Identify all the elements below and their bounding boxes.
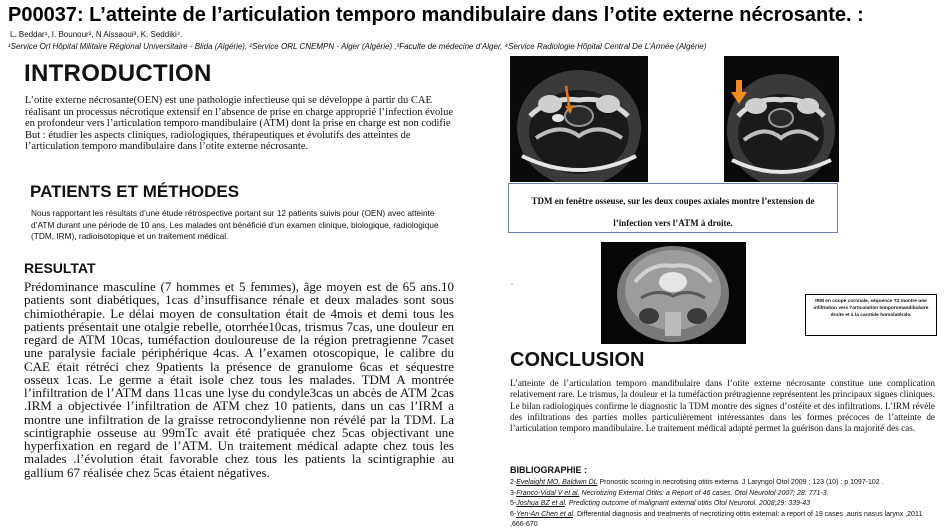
results-text: Prédominance masculine (7 hommes et 5 femmes), âge moyen est de 65 ans.10 patients sont diabétiques, 1cas d’insuffisance rénale et deux malades sont sous chimiothérapie. Le délai moyen de consultation était de 4mois et demi tous les patients présentait une otalgie rebelle, otorrhée10cas, trismus 7cas, une douleur en regard de ATM 10cas, tuméfaction douloureuse de la région pretragienne 7caset une paralysie faciale périphérique 4cas. A l’examen otoscopique, le calibre du CAE était rétréci chez 9patients la présence de granulome 6cas et séquestre osseux 1cas. Le germe a était isole chez tous les malades. TDM A montrée l’infiltration de l’ATM dans 11cas une lyse du condyle3cas un abcès de ATM 2cas .IRM a objectivée l’infiltration de ATM chez 10 patients, dans un cas l’IRM a montre une infiltration de la graisse retrocondylienne non révélé par la TDM. La scintigraphie osseuse au 99mTc avait été pratiquée chez 5cas objectivant une hyperfixation en regard de l’ATM. Un traitement médical adapte chez tous les malades .l’évolution était favorable chez tous les patients la scintigraphie au gallium 67 réalisée chez 5cas étaient négatives.	[24, 279, 454, 480]
ref-authors: Evelaight MO, Baldwin DL	[516, 479, 598, 486]
results-heading: RESULTAT	[24, 260, 96, 276]
ref-number: 5-	[510, 500, 517, 507]
introduction-heading: INTRODUCTION	[24, 60, 212, 87]
methods-text: Nous rapportant les résultats d’une étude rétrospective portant sur 12 patients suivis pour (OEN) avec atteinte d’ATM durant une période de 10 ans. Les malades ont bénéficié d’un examen clinique, biologique, radiologique (TDM, IRM), radioisotopique et un traitement médical.	[31, 208, 439, 242]
ref-authors: Yen-An Chen et al	[516, 510, 574, 518]
bibliography-item	[510, 510, 935, 531]
ref-citation: Pronostic scoring in necrotising otitis externa. J Laryngol Otol 2009 ; 123 (10) : p 1097-102 .	[597, 479, 884, 486]
ref-citation: Necrotizing External Otitis: a Report of 46 cases. Otol Neurotol 2007; 28: 771-3.	[579, 489, 829, 497]
ref-number: 3-	[510, 489, 517, 497]
ct-scan-right-image	[724, 56, 839, 182]
aim-paragraph: But : étudier les aspects cliniques, radiologiques, thérapeutiques et évolutifs des atteintes de l’articulation temporo mandibulaire dans l’otite externe nécrosante.	[25, 129, 411, 152]
ref-authors: Franco-Vidal V et al.	[516, 489, 580, 497]
ct-scan-right-graphic	[724, 56, 839, 182]
ref-citation: . Predicting outcome of malignant external otitis Otol Neurotol. 2008;29: 339-43	[564, 500, 811, 507]
stray-dot: .	[511, 278, 513, 287]
bibliography-list	[510, 478, 935, 531]
ref-citation: . Differential diagnosis and treatments of necrotizing otitis external: a report of 19 cases ,auris nasus larynx ,2011 ,666-670	[510, 510, 923, 528]
ct-scan-left-graphic	[510, 56, 648, 182]
introduction-text	[25, 95, 465, 153]
bibliography-item	[510, 478, 935, 489]
ct-scan-left-image	[510, 56, 648, 182]
mri-caption: IRM en coupe coronale, séquence T2 montre une infiltration vers l’articulation temporomandibulaire droite et à la carotide homolatérale.	[805, 294, 937, 336]
arrow-right-shaft	[736, 80, 742, 94]
mri-coronal-image	[601, 242, 746, 344]
mri-graphic	[601, 242, 746, 344]
ct-caption: TDM en fenêtre osseuse, sur les deux coupes axiales montre l’extension de l’infection vers l’ATM à droite.	[508, 183, 838, 233]
bibliography-heading: BIBLIOGRAPHIE :	[510, 465, 588, 475]
bibliography-item	[510, 489, 935, 500]
authors-line: L. Beddar¹, I. Bounour², N Aissaoui³, K. Seddiki⁴.	[10, 30, 183, 39]
ref-number: 2-	[510, 479, 517, 486]
affiliations-line: ¹Service Orl Hôpital Militaire Régional Universitaire - Blida (Algérie), ²Service ORL CNEMPN - Alger (Algérie) ,³Faculte de médecine d’Alger, ⁴Service Radiologie Hôpital Central De L’Armée (Algérie)	[8, 42, 707, 51]
methods-heading: PATIENTS ET MÉTHODES	[30, 182, 240, 201]
poster-title: P00037: L’atteinte de l’articulation temporo mandibulaire dans l’otite externe nécrosante. :	[8, 4, 864, 26]
introduction-paragraph: L’otite externe nécrosante(OEN) est une pathologie infectieuse qui se développe à partir du CAE réalisant un processus nécrotique extensif en l’absence de prise en charge approprié l’infection évolue en profondeur vers l’articulation temporo mandibulaire (ATM) dont la prise en charge est non codifie	[25, 95, 454, 129]
conclusion-heading: CONCLUSION	[510, 349, 645, 371]
ref-authors: Joshua BZ et al	[516, 500, 565, 507]
ref-number: 6-	[510, 510, 517, 518]
conclusion-text: L’atteinte de l’articulation temporo mandibulaire dans l’otite externe nécrosante constitue une complication relativement rare. Le trismus, la douleur et la tuméfaction prétragienne représentent les principaux signes cliniques. Le bilan radiologiques confirme le diagnostic la TDM montre des signes d’ostéite et des infiltrations. L’IRM révèle des infiltrations des parties molles particulièrement intéressantes dans les formes précoces de l’atteinte de l’articulation temporo mandibulaire. Le traitement médical adapté permet la guérison dans la majorité des cas.	[510, 378, 935, 434]
bibliography-item	[510, 499, 935, 510]
